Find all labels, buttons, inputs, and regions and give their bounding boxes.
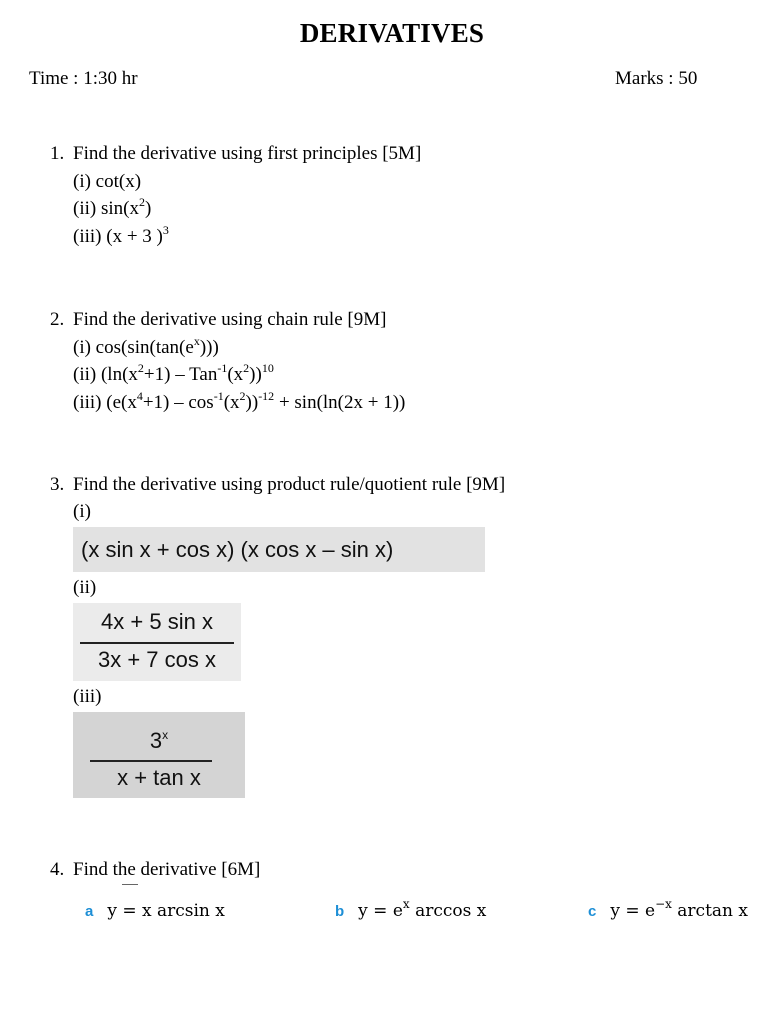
q1-item-1: (i) cot(x): [73, 171, 142, 192]
q2-item-3: (iii) $(e(x^4+1) - \cos^{-1}(x^2))^{-12} + \sin(\ln(2x + 1))$: [73, 388, 406, 413]
question-2: [50, 309, 386, 331]
fraction-numerator: 4x + 5 sin x: [101, 609, 213, 634]
question-text: Find the derivative using first principles [5M]: [73, 143, 422, 164]
question-4: [50, 859, 260, 881]
q2-item-2: (ii) $(\ln(x^2+1) - Tan^{-1}(x^2))^{10}$: [73, 360, 274, 385]
question-number: 2.: [50, 309, 65, 330]
fraction-numerator: 3$^x$: [149, 727, 169, 753]
page-title: DERIVATIVES: [299, 18, 485, 48]
question-text: Find the derivative [6M]: [73, 859, 261, 880]
question-number: 4.: [50, 859, 65, 880]
q3-label-ii: (ii): [73, 577, 97, 598]
q3-label-iii: (iii): [73, 686, 102, 707]
option-expression: $y = e^x$ arccos x: [358, 897, 487, 921]
fraction-denominator: 3x + 7 cos x: [97, 647, 216, 672]
fraction-bar: [80, 642, 234, 644]
question-text: Find the derivative using chain rule [9M]: [73, 309, 387, 330]
question-number: 1.: [50, 143, 65, 164]
question-number: 3.: [50, 474, 65, 495]
q3-expression-1: (x sin x + cos x) (x cos x – sin x): [73, 527, 485, 572]
question-1: [50, 143, 421, 165]
q1-item-2: (ii) $\sin(x^2)$: [73, 194, 152, 219]
q3-label-i: (i): [73, 501, 91, 522]
q3-expression-2: [73, 603, 241, 681]
q4-option-c: [588, 897, 748, 921]
fraction-bar: [90, 760, 212, 762]
option-expression: y = x arcsin x: [107, 901, 225, 921]
q2-item-1: (i) $\cos(\sin(\tan(e^x)))$: [73, 333, 219, 358]
option-letter: a: [85, 903, 94, 920]
question-3: [50, 474, 505, 496]
q4-option-b: [335, 897, 487, 921]
option-letter: b: [335, 903, 345, 920]
option-expression: $y = e^{-x}$ arctan x: [610, 897, 748, 921]
q3-expression-3: [73, 712, 245, 798]
question-text: Find the derivative using product rule/quotient rule [9M]: [73, 474, 506, 495]
marks-label: Marks : 50: [615, 68, 698, 89]
underline-mark: [122, 884, 138, 885]
option-letter: c: [588, 903, 597, 920]
q1-item-3: (iii) (x + 3 )$^3$: [73, 222, 169, 247]
time-label: Time : 1:30 hr: [29, 68, 138, 89]
q4-option-a: [85, 900, 225, 921]
fraction-denominator: x + tan x: [117, 765, 201, 790]
